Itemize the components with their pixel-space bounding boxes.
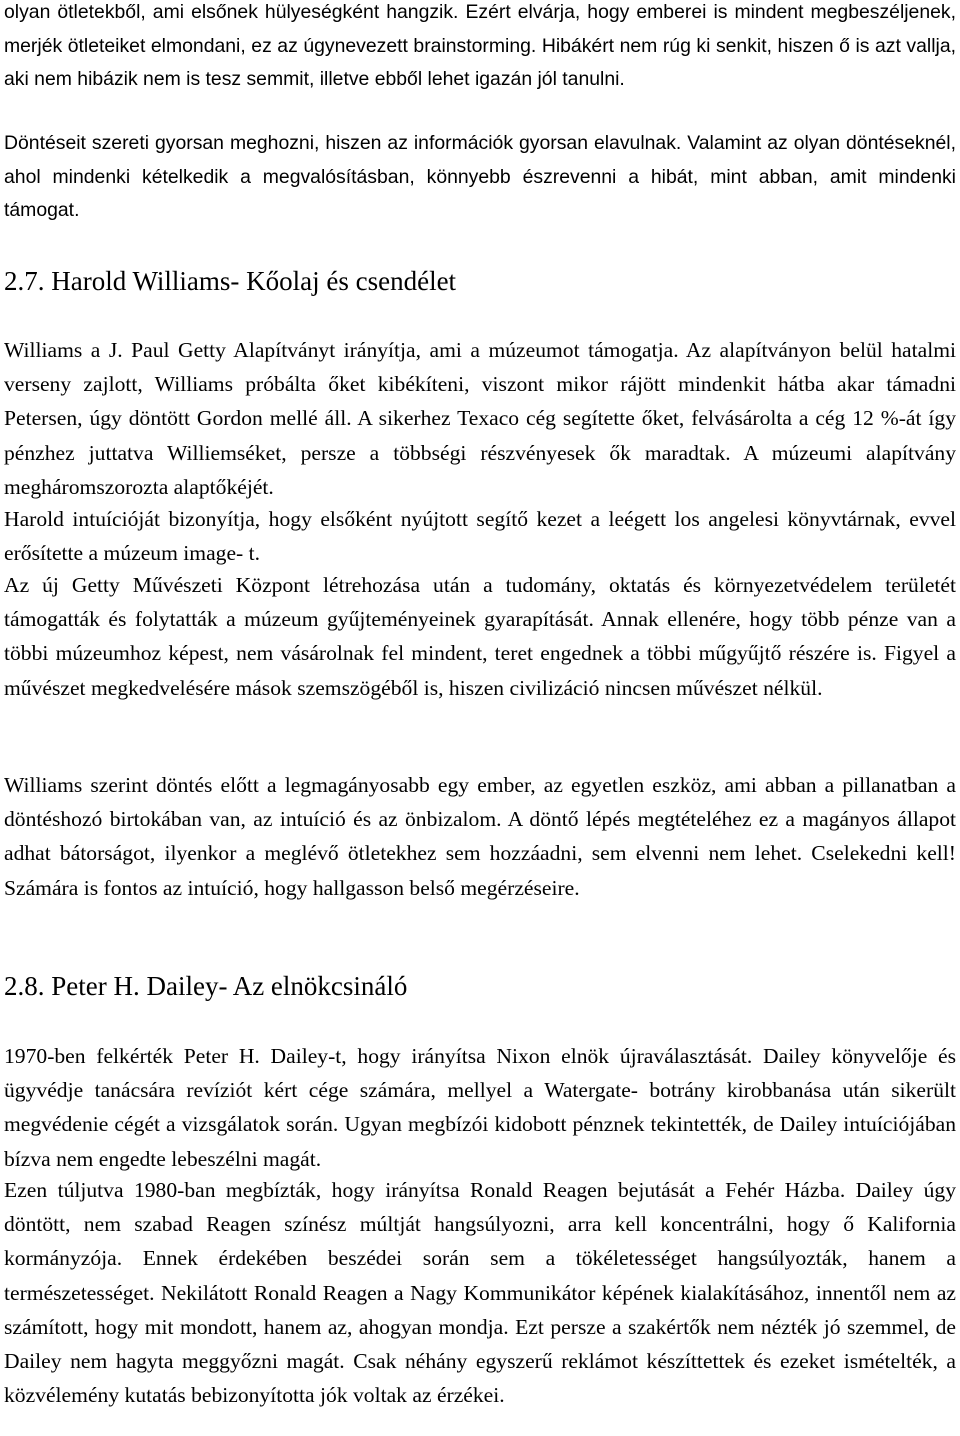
section-27-text-1: Williams a J. Paul Getty Alapítványt irányítja, ami a múzeumot támogatja. Az alapítványon belül hatalmi verseny zajlott, Williams próbálta őket kibékíteni, viszont mikor rájött mindenkit hátba akar támadni Petersen, úgy döntött Gordon mellé áll. A sikerhez Texaco cég segítette őket, felvásárolta a cég 12 %-át így pénzhez juttatva Williemséket, persze a többségi részvényesek ők maradtak. A múzeumi alapítvány megháromszorozta alaptőkéjét.: [4, 338, 956, 499]
section-27-text-2: Harold intuícióját bizonyítja, hogy elsőként nyújtott segítő kezet a leégett los angelesi könyvtárnak, evvel erősítette a múzeum image- t.: [4, 507, 956, 566]
intro-text-1: olyan ötletekből, ami elsőnek hülyeségként hangzik. Ezért elvárja, hogy emberei is mindent megbeszéljenek, merjék ötleteiket elmondani, ez az úgynevezett brainstorming. Hibákért nem rúg ki senkit, hiszen ő is azt vallja, aki nem hibázik nem is tesz semmit, illetve ebből lehet igazán jól tanulni.: [4, 1, 956, 90]
section-28-paragraph-1: [4, 1039, 956, 1176]
section-28-paragraph-2: [4, 1173, 956, 1412]
section-27-paragraph-2: [4, 502, 956, 570]
section-28-text-1: 1970-ben felkérték Peter H. Dailey-t, hogy irányítsa Nixon elnök újraválasztását. Dailey könyvelője és ügyvédje tanácsára revíziót kért cége számára, mellyel a Watergate- botrány kirobbanása után sikerült megvédenie cégét a vizsgálatok során. Ugyan megbízói kidobott pénznek tekintették, de Dailey intuíciójában bízva nem engedte lebeszélni magát.: [4, 1044, 956, 1171]
section-heading-2-8: 2.8. Peter H. Dailey- Az elnökcsináló: [4, 971, 408, 1001]
section-heading-2-7: 2.7. Harold Williams- Kőolaj és csendélet: [4, 266, 457, 296]
section-27-paragraph-1: [4, 333, 956, 504]
section-28-text-2: Ezen túljutva 1980-ban megbízták, hogy irányítsa Ronald Reagen bejutását a Fehér Házba. Dailey úgy döntött, nem szabad Reagen színész múltját hangsúlyozni, arra kell koncentrálni, hogy ő Kalifornia kormányzója. Ennek érdekében beszédei során sem a tökéletességet hangsúlyozták, hanem a természetességet. Nekilátott Ronald Reagen a Nagy Kommunikátor képének kialakításához, innentől nem az számított, hogy mit mondott, hanem az, ahogyan mondja. Ezt persze a szakértők nem nézték jó szemmel, de Dailey nem hagyta meggyőzni magát. Csak néhány egyszerű reklámot készíttettek és ezeket ismételték, a közvélemény kutatás bebizonyította jók voltak az érzékei.: [4, 1178, 956, 1408]
section-27-text-4: Williams szerint döntés előtt a legmagányosabb egy ember, az egyetlen eszköz, ami abban a pillanatban a döntéshozó birtokában van, az intuíció és az önbizalom. A döntő lépés megtételéhez ez a magányos állapot adhat bátorságot, ilyenkor a meglévő ötletekhez sem hozzáadni, sem elvenni nem lehet. Cselekedni kell! Számára is fontos az intuíció, hogy hallgasson belső megérzéseire.: [4, 773, 956, 900]
intro-text-2: Döntéseit szereti gyorsan meghozni, hiszen az információk gyorsan elavulnak. Valamint az olyan döntéseknél, ahol mindenki kételkedik a megvalósításban, könnyebb észrevenni a hibát, mint abban, amit mindenki támogat.: [4, 132, 956, 221]
intro-paragraph-2: [4, 127, 956, 228]
intro-paragraph-1: [4, 0, 956, 97]
section-27-paragraph-3: [4, 568, 956, 705]
section-27-text-3: Az új Getty Művészeti Központ létrehozása után a tudomány, oktatás és környezetvédelem területét támogatták és folytatták a múzeum gyűjteményeinek gyarapítását. Annak ellenére, hogy több pénze van a többi múzeumhoz képest, nem vásárolnak fel mindent, teret engednek a többi műgyűjtő részére is. Figyel a művészet megkedvelésére mások szemszögéből is, hiszen civilizáció nincsen művészet nélkül.: [4, 573, 956, 700]
section-27-paragraph-4: [4, 768, 956, 905]
